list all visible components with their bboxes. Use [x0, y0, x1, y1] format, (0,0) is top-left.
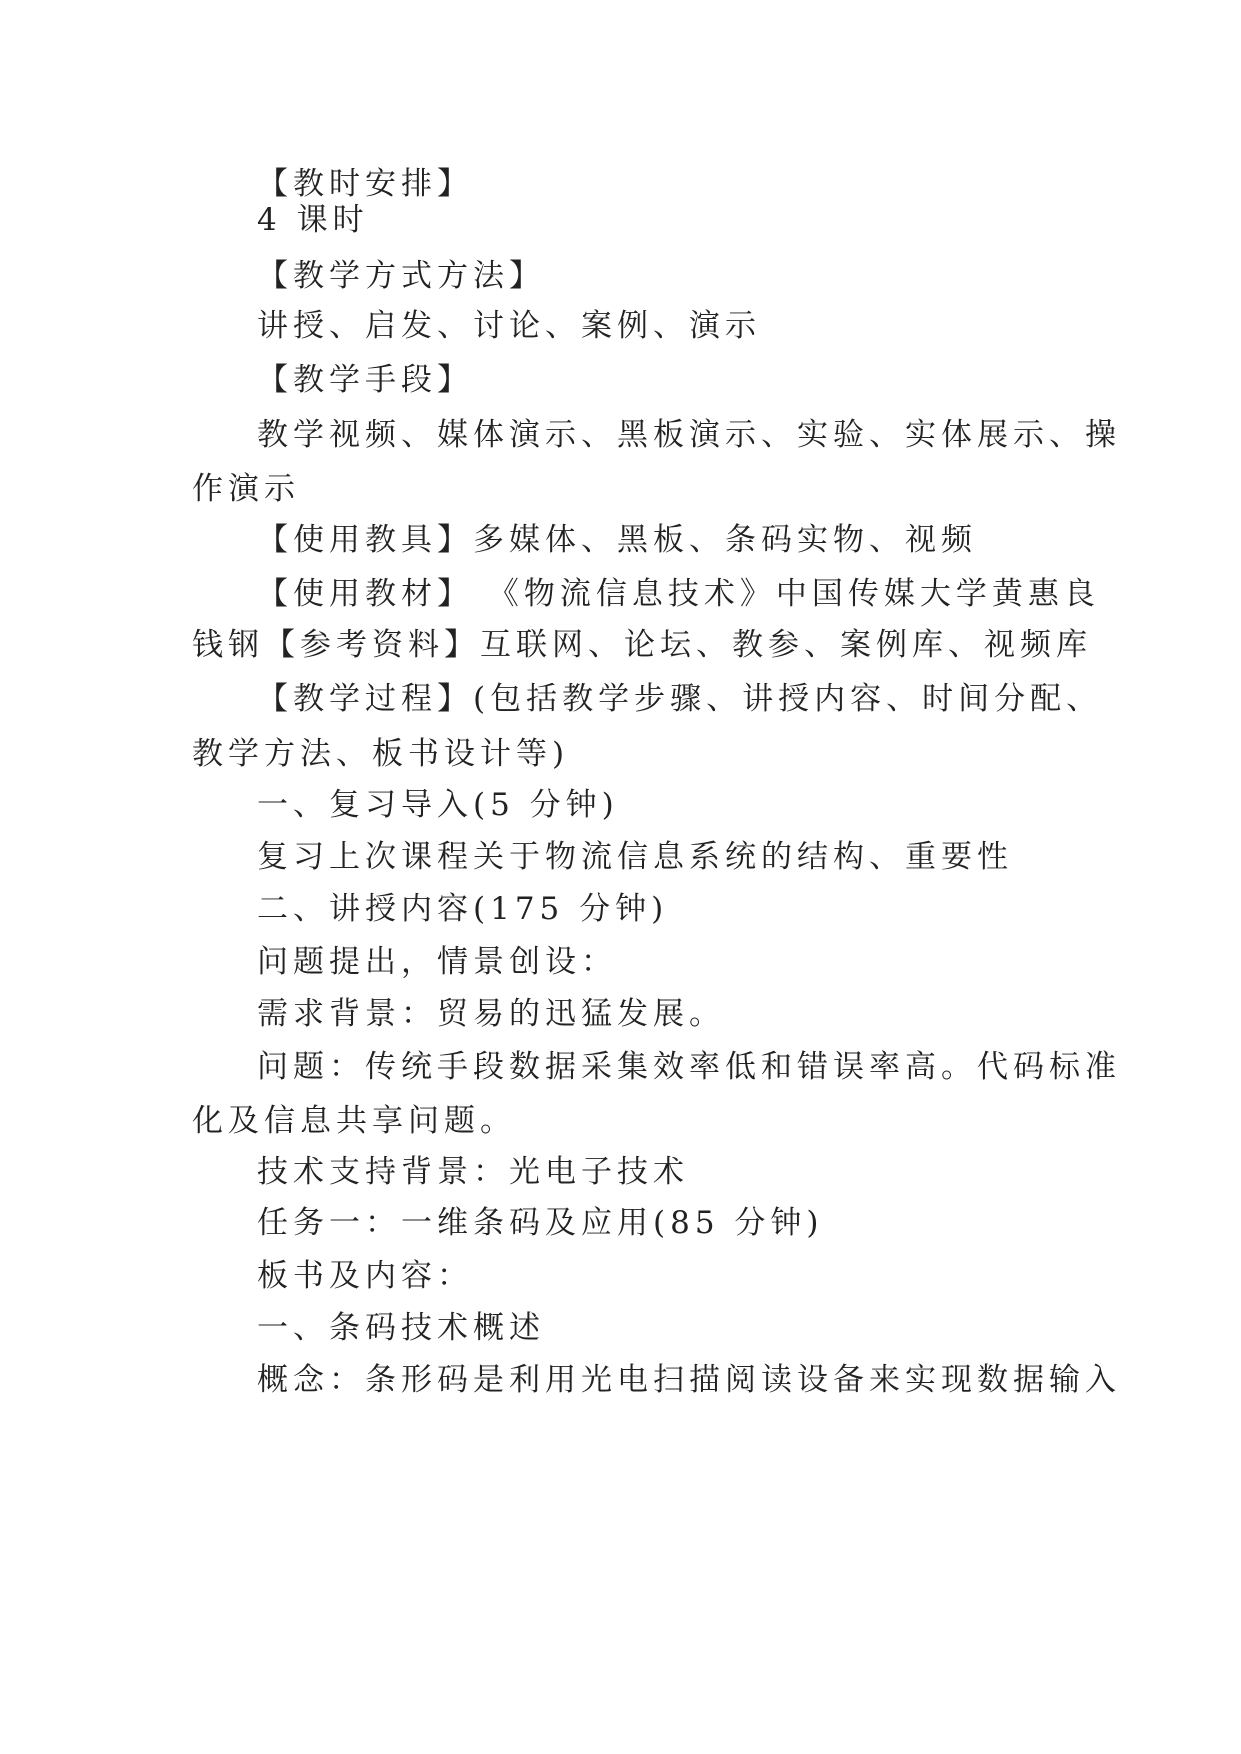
- heading-teaching-process: 【教学过程】(包括教学步骤、讲授内容、时间分配、: [257, 681, 1103, 717]
- text-textbook: 【使用教材】 《物流信息技术》中国传媒大学黄惠良: [257, 576, 1100, 612]
- text-references: 钱钢【参考资料】互联网、论坛、教参、案例库、视频库: [192, 627, 1092, 663]
- text-barcode-concept: 概念：条形码是利用光电扫描阅读设备来实现数据输入: [257, 1362, 1121, 1398]
- text-problem-line-2: 化及信息共享问题。: [192, 1103, 516, 1139]
- text-teaching-methods: 讲授、启发、讨论、案例、演示: [257, 308, 761, 344]
- heading-teaching-methods: 【教学方式方法】: [257, 258, 545, 294]
- text-teaching-process-note: 教学方法、板书设计等): [192, 736, 570, 772]
- text-problem-line-1: 问题：传统手段数据采集效率低和错误率高。代码标准: [257, 1049, 1121, 1085]
- text-teaching-means-line-1: 教学视频、媒体演示、黑板演示、实验、实体展示、操: [257, 417, 1121, 453]
- section-lecture-content: 二、讲授内容(175 分钟): [257, 891, 669, 927]
- section-review-intro: 一、复习导入(5 分钟): [257, 787, 619, 823]
- text-problem-scenario: 问题提出，情景创设：: [257, 944, 617, 980]
- text-task-one: 任务一：一维条码及应用(85 分钟): [257, 1205, 824, 1241]
- text-teaching-means-line-2: 作演示: [192, 471, 300, 507]
- text-teaching-tools: 【使用教具】多媒体、黑板、条码实物、视频: [257, 522, 977, 558]
- text-demand-background: 需求背景：贸易的迅猛发展。: [257, 996, 725, 1032]
- heading-teaching-means: 【教学手段】: [257, 362, 473, 398]
- heading-teaching-schedule: 【教时安排】: [257, 166, 473, 202]
- text-class-hours: 4 课时: [257, 202, 369, 238]
- text-review-content: 复习上次课程关于物流信息系统的结构、重要性: [257, 839, 1013, 875]
- text-technical-background: 技术支持背景：光电子技术: [257, 1154, 689, 1190]
- section-barcode-overview: 一、条码技术概述: [257, 1310, 545, 1346]
- text-blackboard-content: 板书及内容：: [257, 1258, 473, 1294]
